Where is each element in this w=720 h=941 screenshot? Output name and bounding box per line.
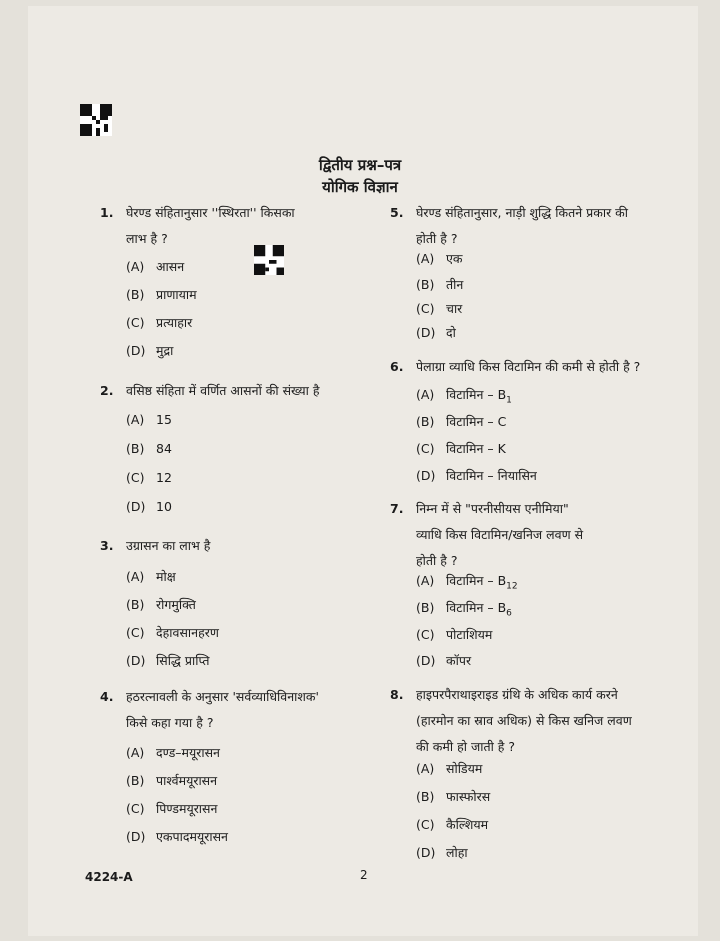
option-letter: (D) bbox=[416, 653, 436, 668]
question-line: वसिष्ठ संहिता में वर्णित आसनों की संख्या है bbox=[126, 383, 320, 398]
question-number: 1. bbox=[100, 205, 114, 220]
option bbox=[416, 844, 468, 861]
question-line: उग्रासन का लाभ है bbox=[126, 538, 211, 553]
option-text: दो bbox=[446, 325, 456, 340]
option-text: प्रत्याहार bbox=[156, 315, 193, 330]
option-letter: (A) bbox=[416, 573, 435, 588]
option bbox=[416, 788, 490, 805]
question-number: 4. bbox=[100, 689, 114, 704]
option-text: विटामिन – $B_6$ bbox=[446, 600, 512, 619]
option-text: आसन bbox=[156, 259, 185, 274]
question-line: व्याधि किस विटामिन/खनिज लवण से bbox=[416, 527, 584, 542]
option-text: एकपादमयूरासन bbox=[156, 829, 228, 844]
option-letter: (D) bbox=[416, 845, 436, 860]
question-text bbox=[416, 682, 671, 760]
option-letter: (B) bbox=[416, 277, 435, 292]
option bbox=[416, 652, 471, 669]
option bbox=[126, 499, 172, 514]
option-letter: (B) bbox=[126, 597, 145, 612]
option-text: पिण्डमयूरासन bbox=[156, 801, 218, 816]
option-letter: (D) bbox=[416, 325, 436, 340]
question-text bbox=[126, 684, 376, 736]
option-text: कैल्शियम bbox=[446, 817, 489, 832]
option-text: विटामिन – नियासिन bbox=[446, 468, 537, 483]
option-letter: (D) bbox=[126, 499, 146, 514]
question-text bbox=[126, 533, 376, 559]
paper-code: 4224-A bbox=[85, 870, 133, 884]
option-text: 84 bbox=[156, 441, 172, 456]
option bbox=[416, 572, 518, 592]
question-line: होती है ? bbox=[416, 231, 458, 246]
option-text: विटामिन – C bbox=[446, 414, 507, 429]
option bbox=[416, 467, 537, 484]
qr-code-icon bbox=[80, 104, 112, 136]
option bbox=[126, 800, 217, 817]
option-text: मोक्ष bbox=[156, 569, 176, 584]
option-letter: (B) bbox=[126, 441, 145, 456]
option bbox=[126, 286, 197, 303]
option-letter: (D) bbox=[126, 343, 146, 358]
option-letter: (C) bbox=[126, 315, 145, 330]
question-line: किसे कहा गया है ? bbox=[126, 715, 214, 730]
question-line: लाभ है ? bbox=[126, 231, 168, 246]
question-number: 3. bbox=[100, 538, 114, 553]
option bbox=[126, 314, 192, 331]
option-letter: (B) bbox=[126, 287, 145, 302]
option-text: सिद्धि प्राप्ति bbox=[156, 653, 210, 668]
option-letter: (C) bbox=[416, 441, 435, 456]
question-line: हठरत्नावली के अनुसार 'सर्वव्याधिविनाशक' bbox=[126, 689, 319, 704]
option-letter: (A) bbox=[126, 569, 145, 584]
option-letter: (A) bbox=[416, 251, 435, 266]
option-text: विटामिन – $B_{12}$ bbox=[446, 573, 518, 592]
option bbox=[126, 596, 196, 613]
question-text bbox=[416, 200, 666, 252]
question-line: घेरण्ड संहितानुसार, नाड़ी शुद्धि कितने प्रकार की bbox=[416, 205, 628, 220]
option-letter: (C) bbox=[126, 625, 145, 640]
option-text: 12 bbox=[156, 470, 172, 485]
question-line: पेलाग्रा व्याधि किस विटामिन की कमी से होती है ? bbox=[416, 359, 641, 374]
option-letter: (B) bbox=[416, 414, 435, 429]
question-text bbox=[416, 496, 666, 574]
option bbox=[126, 412, 172, 427]
option bbox=[126, 441, 172, 456]
option-letter: (A) bbox=[126, 259, 145, 274]
question-number: 7. bbox=[390, 501, 404, 516]
option-letter: (C) bbox=[416, 301, 435, 316]
option-text: विटामिन – $B_1$ bbox=[446, 387, 512, 406]
question-number: 5. bbox=[390, 205, 404, 220]
option bbox=[126, 568, 176, 585]
option-letter: (A) bbox=[416, 387, 435, 402]
question-number: 2. bbox=[100, 383, 114, 398]
option-letter: (C) bbox=[416, 627, 435, 642]
option-letter: (B) bbox=[416, 600, 435, 615]
option bbox=[416, 760, 482, 777]
option-text: मुद्रा bbox=[156, 343, 174, 358]
option-text: 10 bbox=[156, 499, 172, 514]
option bbox=[416, 599, 512, 619]
question-line: की कमी हो जाती है ? bbox=[416, 739, 516, 754]
option-letter: (D) bbox=[126, 829, 146, 844]
option-text: दण्ड–मयूरासन bbox=[156, 745, 220, 760]
option-text: तीन bbox=[446, 277, 464, 292]
option bbox=[416, 816, 488, 833]
option bbox=[126, 624, 219, 641]
option-letter: (C) bbox=[126, 470, 145, 485]
option-letter: (B) bbox=[126, 773, 145, 788]
option-letter: (D) bbox=[416, 468, 436, 483]
option bbox=[126, 258, 184, 275]
option bbox=[126, 744, 220, 761]
option-text: लोहा bbox=[446, 845, 468, 860]
page-number: 2 bbox=[360, 868, 368, 882]
question-line: (हारमोन का स्राव अधिक) से किस खनिज लवण bbox=[416, 713, 632, 728]
option-text: सोडियम bbox=[446, 761, 483, 776]
option-text: प्राणायाम bbox=[156, 287, 197, 302]
option bbox=[126, 772, 217, 789]
option-letter: (A) bbox=[126, 745, 145, 760]
option-text: एक bbox=[446, 251, 463, 266]
option-letter: (D) bbox=[126, 653, 146, 668]
option bbox=[416, 276, 463, 293]
option-letter: (B) bbox=[416, 789, 435, 804]
question-text bbox=[126, 200, 376, 252]
option-text: पोटाशियम bbox=[446, 627, 493, 642]
option-text: कॉपर bbox=[446, 653, 472, 668]
question-line: निम्न में से "परनीसीयस एनीमिया" bbox=[416, 501, 569, 516]
option bbox=[416, 324, 456, 341]
option bbox=[126, 470, 172, 485]
option-text: रोगमुक्ति bbox=[156, 597, 196, 612]
option bbox=[126, 652, 209, 669]
option bbox=[416, 440, 506, 457]
question-line: घेरण्ड संहितानुसार ''स्थिरता'' किसका bbox=[126, 205, 295, 220]
question-line: होती है ? bbox=[416, 553, 458, 568]
question-number: 8. bbox=[390, 687, 404, 702]
option bbox=[416, 386, 512, 406]
option-letter: (C) bbox=[126, 801, 145, 816]
option-text: फास्फोरस bbox=[446, 789, 491, 804]
option-text: देहावसानहरण bbox=[156, 625, 219, 640]
option bbox=[416, 413, 506, 430]
option-text: पार्श्वमयूरासन bbox=[156, 773, 218, 788]
option bbox=[416, 250, 463, 267]
option bbox=[126, 828, 228, 845]
option-letter: (C) bbox=[416, 817, 435, 832]
question-line: हाइपरपैराथाइराइड ग्रंथि के अधिक कार्य करने bbox=[416, 687, 618, 702]
option-text: 15 bbox=[156, 412, 172, 427]
option-letter: (A) bbox=[126, 412, 145, 427]
subject-title: योगिक विज्ञान bbox=[322, 178, 398, 196]
question-text bbox=[126, 378, 376, 404]
option-text: चार bbox=[446, 301, 463, 316]
question-number: 6. bbox=[390, 359, 404, 374]
option-text: विटामिन – K bbox=[446, 441, 506, 456]
paper-title: द्वितीय प्रश्न–पत्र bbox=[318, 156, 402, 174]
option bbox=[416, 300, 462, 317]
option-letter: (A) bbox=[416, 761, 435, 776]
option bbox=[126, 342, 173, 359]
question-text bbox=[416, 354, 676, 380]
option bbox=[416, 626, 492, 643]
